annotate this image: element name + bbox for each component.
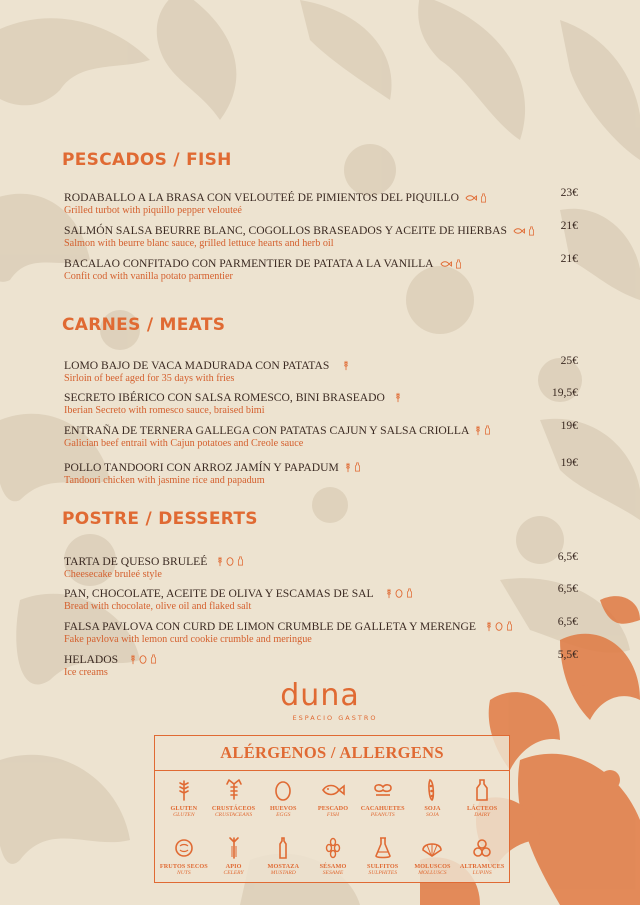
allergen-name-es: SÉSAMO <box>319 863 347 870</box>
allergen-name-en: MUSTARD <box>270 870 296 876</box>
allergen-item <box>159 836 209 884</box>
item-price: 19€ <box>560 419 578 432</box>
allergen-item <box>308 836 358 884</box>
item-name: SECRETO IBÉRICO CON SALSA ROMESCO, BINI BRASEADO <box>64 391 385 404</box>
item-description: Sirloin of beef aged for 35 days with fries <box>64 373 235 384</box>
wheat-icon <box>343 360 349 371</box>
allergen-name-es: SOJA <box>424 805 441 812</box>
milk-bottle-icon <box>480 193 487 203</box>
allergen-item <box>258 836 308 884</box>
allergen-name-en: SOJA <box>426 812 439 818</box>
menu-item <box>64 252 578 282</box>
allergen-name-es: LÁCTEOS <box>467 805 498 812</box>
item-price: 21€ <box>560 219 578 232</box>
menu-item <box>64 615 578 645</box>
item-allergen-icons <box>395 392 401 403</box>
lupin-icon <box>470 836 494 860</box>
item-allergen-icons <box>343 360 349 371</box>
allergen-name-en: SULPHITES <box>368 870 397 876</box>
allergens-grid <box>159 778 507 884</box>
allergen-item <box>308 778 358 826</box>
menu-item <box>64 186 578 216</box>
fish-icon <box>440 259 452 269</box>
item-price: 6,5€ <box>557 550 578 563</box>
menu-item <box>64 219 578 249</box>
item-price: 5,5€ <box>557 648 578 661</box>
allergen-name-es: SULFITOS <box>367 863 399 870</box>
allergen-name-es: HUEVOS <box>269 805 297 812</box>
menu-item <box>64 419 578 449</box>
allergen-item <box>457 778 507 826</box>
egg-icon <box>226 556 234 566</box>
item-price: 6,5€ <box>557 582 578 595</box>
milk-bottle-icon <box>150 654 157 664</box>
allergen-name-es: FRUTOS SECOS <box>159 863 208 870</box>
crustacean-icon <box>222 778 246 802</box>
allergen-item <box>358 778 408 826</box>
item-description: Galician beef entrail with Cajun potatoes and Creole sauce <box>64 438 304 449</box>
item-price: 19,5€ <box>551 386 578 399</box>
item-name: SALMÓN SALSA BEURRE BLANC, COGOLLOS BRASEADOS Y ACEITE DE HIERBAS <box>64 224 507 237</box>
item-allergen-icons <box>513 226 535 236</box>
allergen-name-es: MOSTAZA <box>267 863 300 870</box>
wheat-icon <box>130 654 136 665</box>
item-allergen-icons <box>465 193 487 203</box>
allergen-name-en: NUTS <box>177 870 191 876</box>
egg-icon <box>139 654 147 664</box>
allergen-name-es: APIO <box>225 863 242 870</box>
allergen-name-es: CACAHUETES <box>360 805 405 812</box>
fish-icon <box>513 226 525 236</box>
item-description: Confit cod with vanilla potato parmentier <box>64 271 233 282</box>
item-price: 6,5€ <box>557 615 578 628</box>
item-name: RODABALLO A LA BRASA CON VELOUTEÉ DE PIMIENTOS DEL PIQUILLO <box>64 191 459 204</box>
allergen-name-en: LUPINS <box>472 870 492 876</box>
allergen-name-es: GLUTEN <box>170 805 198 812</box>
mustard-icon <box>271 836 295 860</box>
item-allergen-icons <box>386 588 413 599</box>
soy-icon <box>420 778 444 802</box>
sesame-icon <box>321 836 345 860</box>
milk-bottle-icon <box>455 259 462 269</box>
item-allergen-icons <box>217 556 244 567</box>
item-allergen-icons <box>475 425 491 436</box>
allergen-item <box>159 778 209 826</box>
allergen-name-en: MOLLUSCS <box>418 870 447 876</box>
allergen-name-es: MOLUSCOS <box>414 863 451 870</box>
item-price: 19€ <box>560 456 578 469</box>
item-allergen-icons <box>130 654 157 665</box>
allergen-name-es: PESCADO <box>317 805 349 812</box>
menu-item <box>64 648 578 678</box>
menu-item <box>64 550 578 580</box>
item-name: FALSA PAVLOVA CON CURD DE LIMON CRUMBLE DE GALLETA Y MERENGE <box>64 620 476 633</box>
milk-bottle-icon <box>506 621 513 631</box>
section-title-fish: PESCADOS / FISH <box>62 150 232 170</box>
item-allergen-icons <box>440 259 462 269</box>
allergen-name-en: DAIRY <box>474 812 491 818</box>
item-name: PAN, CHOCOLATE, ACEITE DE OLIVA Y ESCAMAS DE SAL <box>64 587 374 600</box>
section-title-meats: CARNES / MEATS <box>62 315 226 335</box>
peanut-icon <box>371 778 395 802</box>
item-price: 23€ <box>560 186 578 199</box>
item-description: Fake pavlova with lemon curd cookie crumble and meringue <box>64 634 312 645</box>
item-description: Salmon with beurre blanc sauce, grilled lettuce hearts and herb oil <box>64 238 334 249</box>
milk-bottle-icon <box>237 556 244 566</box>
allergen-name-en: PEANUTS <box>370 812 395 818</box>
allergen-name-en: CRUSTACEANS <box>214 812 253 818</box>
item-allergen-icons <box>345 462 361 473</box>
item-description: Bread with chocolate, olive oil and flaked salt <box>64 601 252 612</box>
wheat-icon <box>475 425 481 436</box>
item-name: TARTA DE QUESO BRULEÉ <box>64 555 208 568</box>
menu-item <box>64 386 578 416</box>
milk-bottle-icon <box>528 226 535 236</box>
brand-tagline: ESPACIO GASTRO <box>292 714 378 722</box>
item-allergen-icons <box>486 621 513 632</box>
wheat-icon <box>217 556 223 567</box>
item-price: 21€ <box>560 252 578 265</box>
allergen-item <box>209 778 259 826</box>
wheat-icon <box>486 621 492 632</box>
allergen-item <box>358 836 408 884</box>
allergens-title: ALÉRGENOS / ALLERGENS <box>220 743 444 762</box>
item-description: Tandoori chicken with jasmine rice and papadum <box>64 475 265 486</box>
milk-bottle-icon <box>484 425 491 435</box>
fish-icon <box>465 193 477 203</box>
sulphites-icon <box>371 836 395 860</box>
allergen-item <box>258 778 308 826</box>
nut-icon <box>172 836 196 860</box>
milk-bottle-icon <box>470 778 494 802</box>
egg-icon <box>271 778 295 802</box>
wheat-icon <box>386 588 392 599</box>
allergen-name-en: EGGS <box>276 812 291 818</box>
item-price: 25€ <box>560 354 578 367</box>
allergen-name-es: ALTRAMUCES <box>459 863 505 870</box>
allergen-item <box>209 836 259 884</box>
item-description: Ice creams <box>64 667 108 678</box>
allergen-name-en: GLUTEN <box>173 812 195 818</box>
item-name: LOMO BAJO DE VACA MADURADA CON PATATAS <box>64 359 330 372</box>
allergen-name-en: CELERY <box>223 870 244 876</box>
menu-item <box>64 582 578 612</box>
item-name: HELADOS <box>64 653 119 666</box>
mollusc-icon <box>420 836 444 860</box>
allergen-name-en: FISH <box>326 812 340 818</box>
allergens-legend <box>154 735 510 883</box>
allergen-name-es: CRUSTÁCEOS <box>211 805 256 812</box>
allergen-item <box>457 836 507 884</box>
allergen-item <box>408 778 458 826</box>
item-description: Grilled turbot with piquillo pepper velouteé <box>64 205 242 216</box>
item-name: BACALAO CONFITADO CON PARMENTIER DE PATATA A LA VANILLA <box>64 257 434 270</box>
wheat-icon <box>395 392 401 403</box>
item-name: ENTRAÑA DE TERNERA GALLEGA CON PATATAS CAJUN Y SALSA CRIOLLA <box>64 424 470 437</box>
brand-name: duna <box>280 678 360 713</box>
menu-item <box>64 354 578 384</box>
wheat-icon <box>345 462 351 473</box>
item-description: Iberian Secreto with romesco sauce, braised bimi <box>64 405 265 416</box>
milk-bottle-icon <box>406 588 413 598</box>
section-title-desserts: POSTRE / DESSERTS <box>62 509 258 529</box>
menu-item <box>64 456 578 486</box>
item-description: Cheesecake bruleé style <box>64 569 162 580</box>
egg-icon <box>395 588 403 598</box>
wheat-icon <box>172 778 196 802</box>
brand-logo <box>0 680 640 722</box>
item-name: POLLO TANDOORI CON ARROZ JAMÍN Y PAPADUM <box>64 461 339 474</box>
egg-icon <box>495 621 503 631</box>
celery-icon <box>222 836 246 860</box>
fish-icon <box>321 778 345 802</box>
divider <box>155 770 509 771</box>
allergen-item <box>408 836 458 884</box>
milk-bottle-icon <box>354 462 361 472</box>
allergen-name-en: SESAME <box>322 870 344 876</box>
